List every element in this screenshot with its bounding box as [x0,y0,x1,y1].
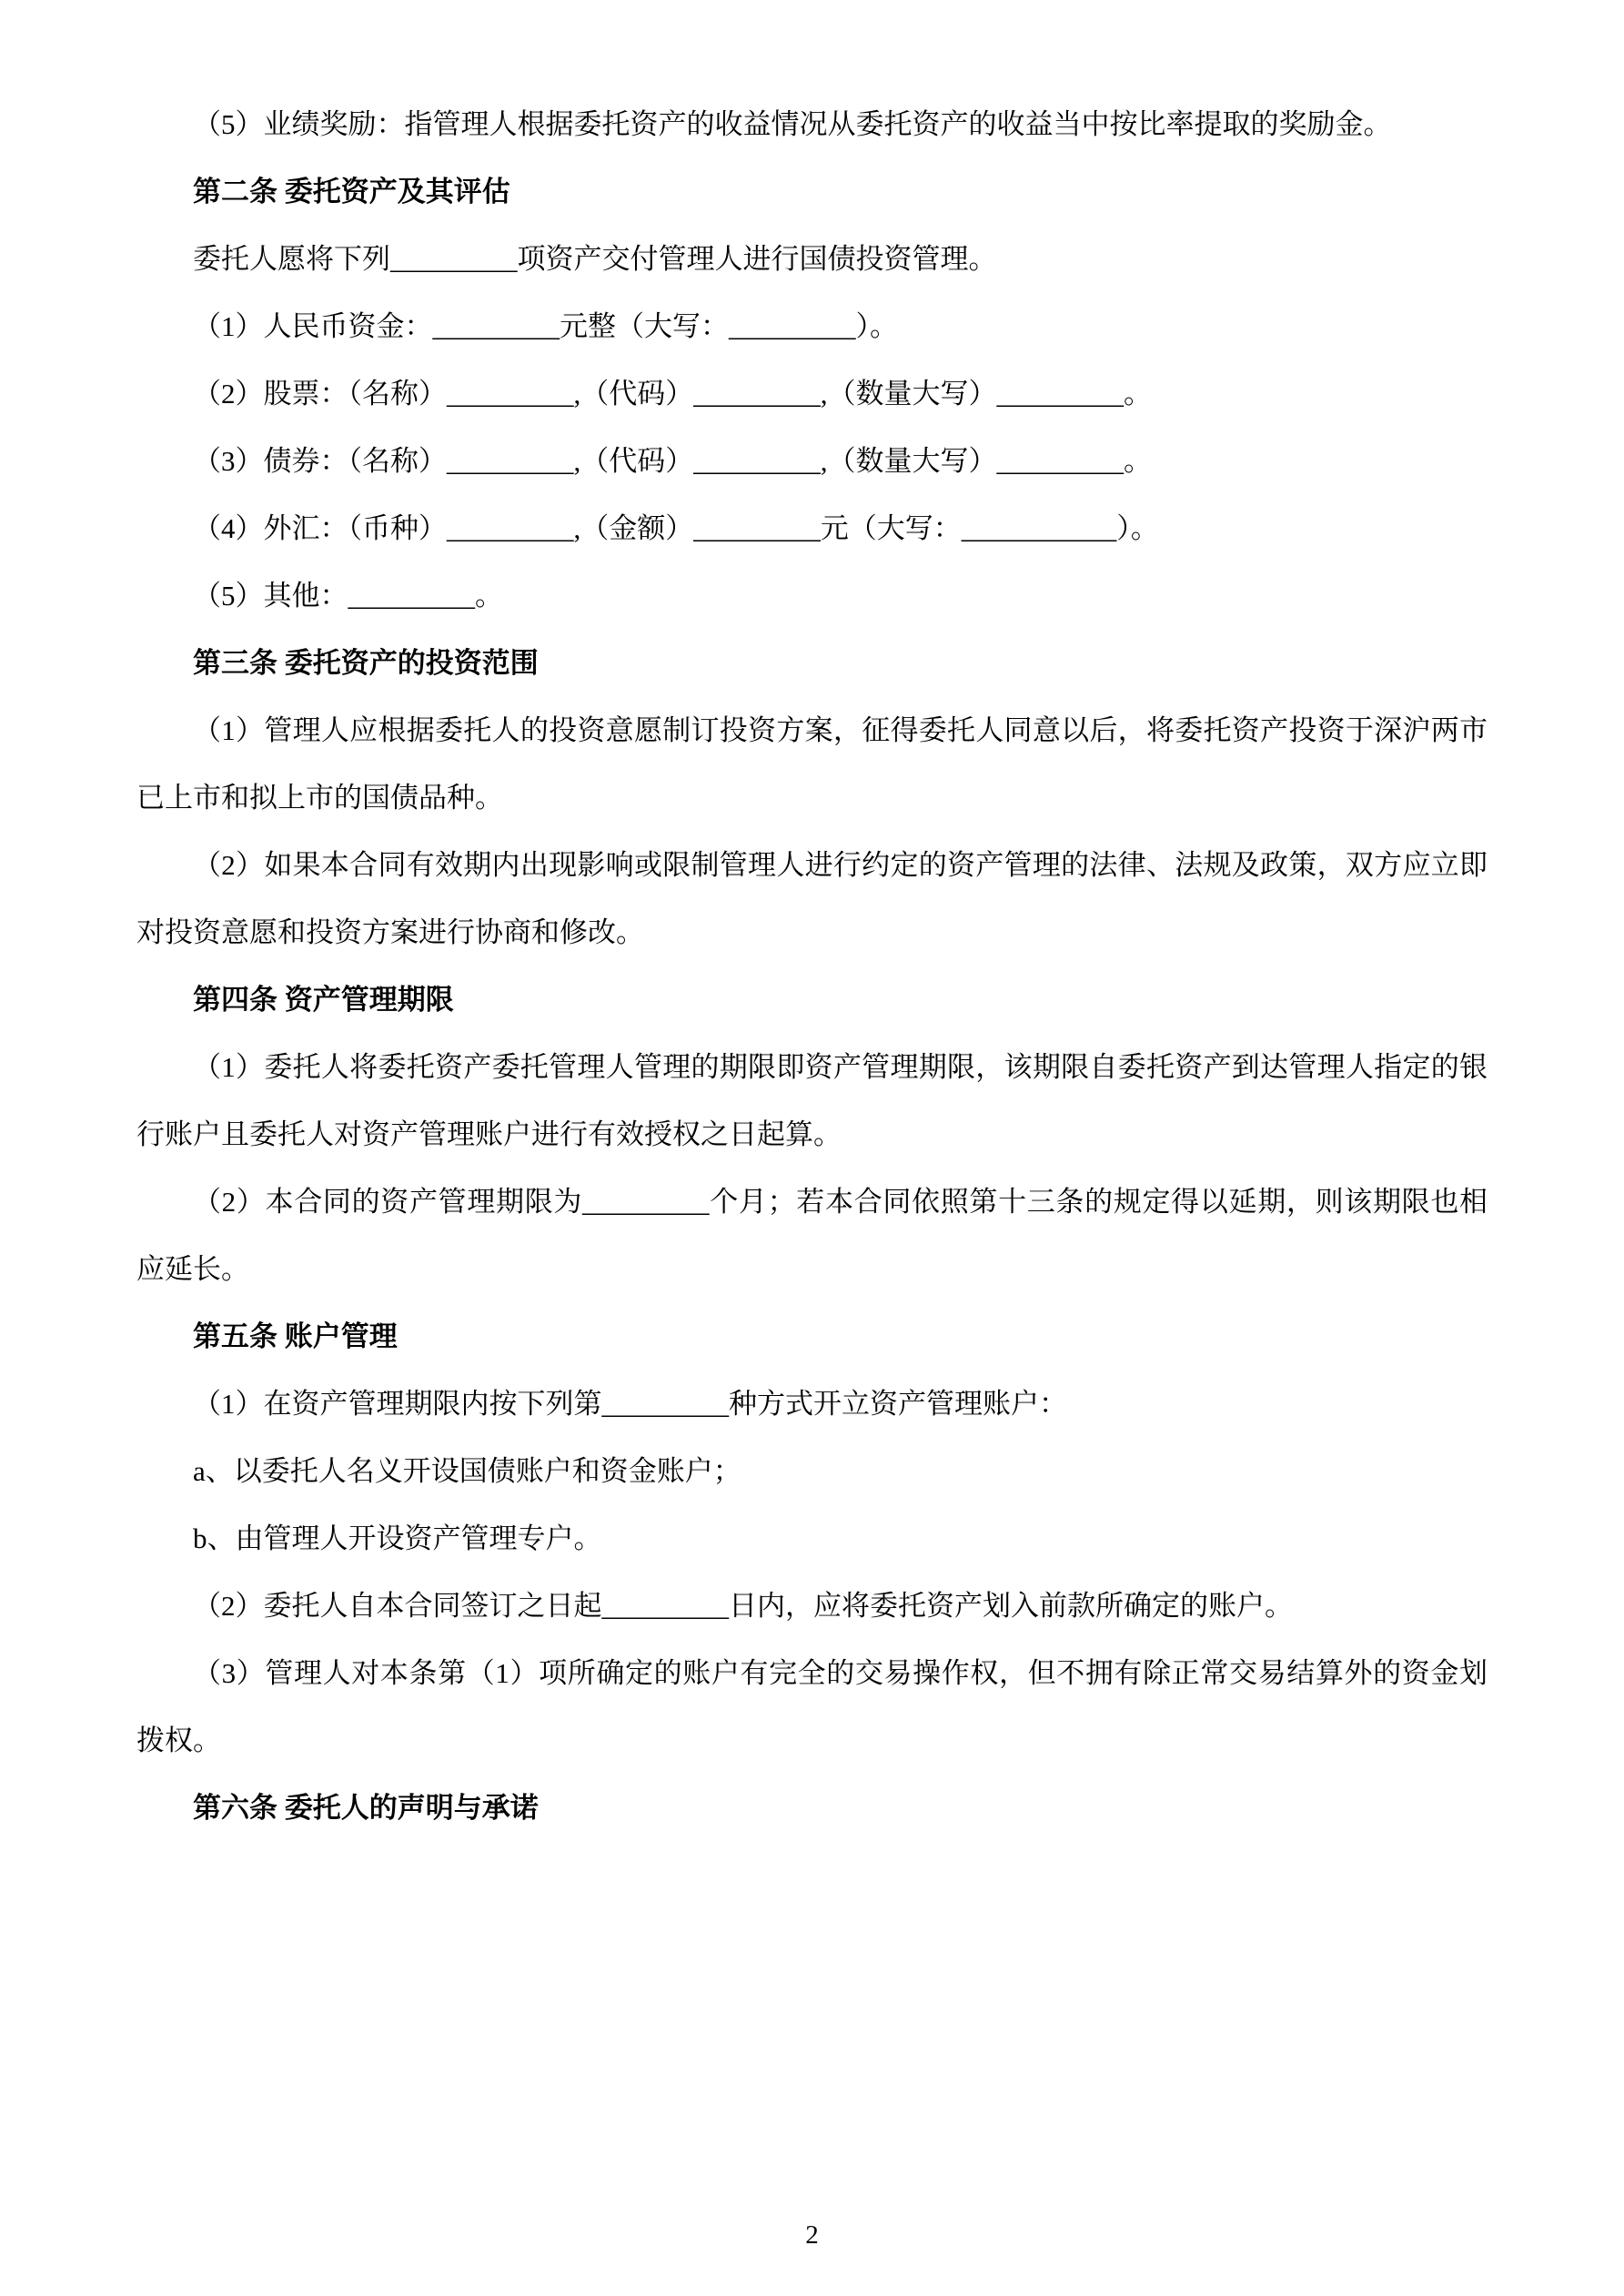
contract-paragraph: （3）债券：（名称）_________,（代码）_________,（数量大写）_________。 [193,445,1152,477]
contract-paragraph: （5）业绩奖励：指管理人根据委托资产的收益情况从委托资产的收益当中按比率提取的奖励金。 [193,108,1392,140]
contract-paragraph: （3）管理人对本条第（1）项所确定的账户有完全的交易操作权，但不拥有除正常交易结算外的资金划拨权。 [136,1657,1488,1756]
clause-heading: 第六条 委托人的声明与承诺 [193,1792,539,1824]
clause-heading: 第三条 委托资产的投资范围 [193,647,539,679]
contract-paragraph: （1）管理人应根据委托人的投资意愿制订投资方案，征得委托人同意以后，将委托资产投资于深沪两市已上市和拟上市的国债品种。 [136,714,1488,814]
contract-paragraph: （2）委托人自本合同签订之日起_________日内，应将委托资产划入前款所确定的账户。 [193,1590,1293,1622]
contract-body [136,91,1488,1842]
contract-paragraph: （2）本合同的资产管理期限为_________个月；若本合同依照第十三条的规定得以延期，则该期限也相应延长。 [136,1186,1488,1285]
contract-paragraph: （5）其他：_________。 [193,580,503,612]
clause-heading: 第四条 资产管理期限 [193,984,454,1016]
contract-paragraph: （1）委托人将委托资产委托管理人管理的期限即资产管理期限，该期限自委托资产到达管理人指定的银行账户且委托人对资产管理账户进行有效授权之日起算。 [136,1051,1488,1150]
contract-paragraph: （4）外汇：（币种）_________,（金额）_________元（大写：___________）。 [193,512,1159,544]
contract-paragraph: （1）人民币资金：_________元整（大写：_________）。 [193,310,898,342]
contract-list-item: b、由管理人开设资产管理专户。 [193,1522,602,1554]
contract-paragraph: （2）股票：（名称）_________,（代码）_________,（数量大写）_________。 [193,378,1152,410]
clause-heading: 第二条 委托资产及其评估 [193,176,510,207]
contract-paragraph: （2）如果本合同有效期内出现影响或限制管理人进行约定的资产管理的法律、法规及政策，双方应立即对投资意愿和投资方案进行协商和修改。 [136,849,1488,948]
clause-heading: 第五条 账户管理 [193,1320,398,1352]
contract-list-item: a、以委托人名义开设国债账户和资金账户； [193,1455,741,1487]
contract-paragraph: 委托人愿将下列_________项资产交付管理人进行国债投资管理。 [193,243,997,275]
contract-paragraph: （1）在资产管理期限内按下列第_________种方式开立资产管理账户： [193,1388,1067,1420]
page-number: 2 [805,2220,819,2250]
